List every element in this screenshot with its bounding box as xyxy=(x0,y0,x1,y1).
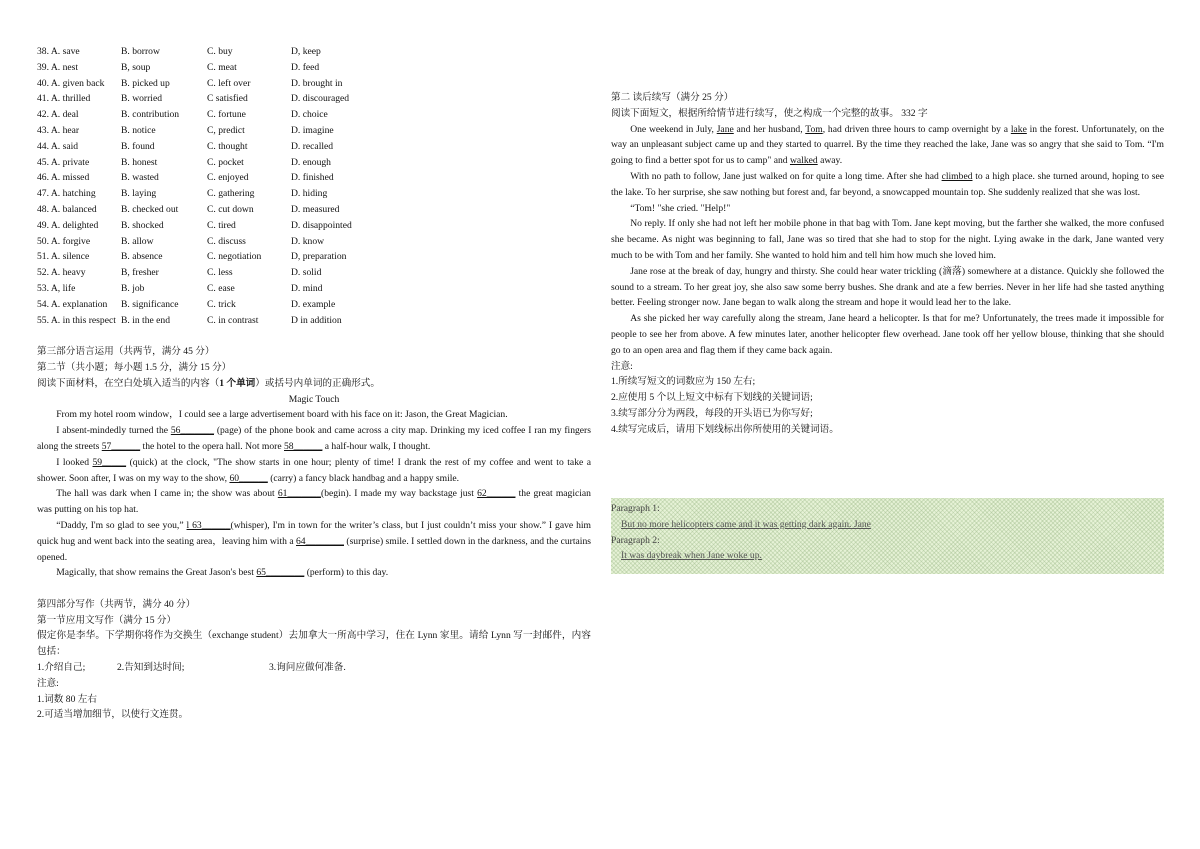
story-paragraph-4: No reply. If only she had not left her mobile phone in that bag with Tom. Jane kept moving, but the farther she walked, the more confused she became. As night was beginning to fall, Jane was so tired that she had to stop for the night. Lying awake in the dark, Jane wanted very much to be with Tom and her family. She wanted to hold him and tell him how much she loved him. xyxy=(611,218,1164,261)
passage-paragraph-3: I looked 59_____ (quick) at the clock, "The show starts in one hour; plenty of time! I drank the rest of my coffee and went to take a shower. Soon after, I was on my way to the show, 60______ (carry) a fancy black handbag and a happy smile. xyxy=(37,456,592,484)
option-cell: 42. A. deal xyxy=(37,109,79,121)
option-cell: 43. A. hear xyxy=(37,124,80,136)
paragraph-1-opening: But no more helicopters came and it was getting dark again. Jane xyxy=(621,518,871,530)
story-paragraph-3: “Tom! "she cried. "Help!" xyxy=(630,202,731,214)
part4-items xyxy=(37,660,591,676)
part4-section1: 第一节应用文写作（满分 15 分） xyxy=(37,614,177,626)
option-cell: C. thought xyxy=(207,140,248,152)
option-cell: D. imagine xyxy=(291,124,334,136)
option-cell: B. notice xyxy=(121,124,156,136)
option-row xyxy=(37,234,591,250)
blank-59: 59_____ xyxy=(92,456,127,468)
option-cell: 52. A. heavy xyxy=(37,267,86,279)
note: 3.续写部分分为两段，每段的开头语已为你写好; xyxy=(611,407,813,419)
option-cell: C. fortune xyxy=(207,109,246,121)
option-cell: D. discouraged xyxy=(291,93,350,105)
blank-60: 60______ xyxy=(229,472,268,484)
continuation-instruction: 阅读下面短文，根据所给情节进行续写，使之构成一个完整的故事。 332 字 xyxy=(611,107,928,119)
option-cell: D. enough xyxy=(291,156,331,168)
option-cell: B. job xyxy=(121,282,145,294)
option-row xyxy=(37,123,591,139)
option-cell: 48. A. balanced xyxy=(37,203,97,215)
blank-58: 58______ xyxy=(284,440,323,452)
option-row xyxy=(37,249,591,265)
option-row xyxy=(37,297,591,313)
part4-notes-label: 注意: xyxy=(37,677,59,689)
option-cell: B. in the end xyxy=(121,314,171,326)
option-cell: D. brought in xyxy=(291,77,343,89)
option-cell: 39. A. nest xyxy=(37,61,79,73)
option-cell: B. honest xyxy=(121,156,158,168)
option-cell: C satisfied xyxy=(207,93,248,105)
option-cell: 44. A. said xyxy=(37,140,79,152)
option-cell: D. solid xyxy=(291,267,322,279)
option-cell: 40. A. given back xyxy=(37,77,105,89)
option-cell: 45. A. private xyxy=(37,156,90,168)
continuation-heading: 第二 读后续写（满分 25 分） xyxy=(611,92,734,103)
option-cell: C. ease xyxy=(207,282,235,294)
option-row xyxy=(37,91,591,107)
option-cell: D. feed xyxy=(291,61,320,73)
option-cell: D. choice xyxy=(291,109,328,121)
blank-56: 56_______ xyxy=(170,425,214,437)
blank-62: 62______ xyxy=(477,488,516,500)
option-cell: C, predict xyxy=(207,124,245,136)
option-row xyxy=(37,186,591,202)
option-row xyxy=(37,107,591,123)
option-cell: 54. A. explanation xyxy=(37,298,108,310)
note: 4.续写完成后，请用下划线标出你所使用的关键词语。 xyxy=(611,423,839,435)
option-cell: B. found xyxy=(121,140,155,152)
part3-section2: 第二节（共小题；每小题 1.5 分，满分 15 分） xyxy=(37,361,232,373)
option-cell: B. worried xyxy=(121,93,163,105)
part4-item: 3.询问应做何准备. xyxy=(269,662,346,674)
keyword: climbed xyxy=(941,170,973,182)
part4-note: 1.词数 80 左右 xyxy=(37,693,97,705)
blank-65: 65________ xyxy=(256,567,305,579)
part4-note: 2.可适当增加细节，以使行文连贯。 xyxy=(37,709,189,721)
option-cell: B. laying xyxy=(121,188,157,200)
blank-64: 64________ xyxy=(296,535,344,547)
notes-label: 注意: xyxy=(611,360,633,372)
passage-paragraph-6: Magically, that show remains the Great Jason's best 65________ (perform) to this day. xyxy=(56,567,389,579)
option-cell: C. in contrast xyxy=(207,314,259,326)
paragraph-1-label: Paragraph 1: xyxy=(611,503,660,514)
right-column xyxy=(611,90,1164,438)
keyword: Tom xyxy=(805,123,823,135)
passage-paragraph-4: The hall was dark when I came in; the show was about 61_______(begin). I made my way backstage just 62______ the great magician was putting on his top hat. xyxy=(37,488,591,516)
part4-heading: 第四部分写作（共两节，满分 40 分） xyxy=(37,598,196,610)
note: 2.应使用 5 个以上短文中标有下划线的关键词语; xyxy=(611,392,813,404)
option-cell: D, preparation xyxy=(291,251,347,263)
story-paragraph-2: With no path to follow, Jane just walked on for quite a long time. After she had climbed to a high place. she turned around, hoping to see the lake. To her surprise, she saw nothing but forest and, far beyond, a snowcapped mountain top. She suddenly realized that she was lost. xyxy=(611,170,1164,198)
option-cell: B. borrow xyxy=(121,46,160,57)
option-cell: 50. A. forgive xyxy=(37,235,91,247)
option-row xyxy=(37,218,591,234)
option-cell: 55. A. in this respect xyxy=(37,314,116,326)
option-cell: C. trick xyxy=(207,298,236,310)
left-column xyxy=(37,44,591,723)
option-cell: D, keep xyxy=(291,46,321,57)
option-row xyxy=(37,265,591,281)
option-cell: B, fresher xyxy=(121,267,159,279)
keyword: lake xyxy=(1010,123,1027,135)
option-cell: 47. A. hatching xyxy=(37,188,96,200)
option-cell: C. less xyxy=(207,267,233,279)
option-row xyxy=(37,155,591,171)
note: 1.所续写短文的词数应为 150 左右; xyxy=(611,376,756,388)
option-cell: C. pocket xyxy=(207,156,244,168)
keyword: Jane xyxy=(716,123,734,135)
option-cell: D. know xyxy=(291,235,325,247)
option-cell: B. significance xyxy=(121,298,179,310)
option-cell: B. shocked xyxy=(121,219,164,231)
option-cell: 41. A. thrilled xyxy=(37,93,91,105)
option-cell: 51. A. silence xyxy=(37,251,90,263)
option-cell: D. example xyxy=(291,298,336,310)
option-cell: D in addition xyxy=(291,314,342,326)
part3-heading: 第三部分语言运用（共两节，满分 45 分） xyxy=(37,346,215,358)
option-cell: C. negotiation xyxy=(207,251,262,263)
option-row xyxy=(37,60,591,76)
option-row xyxy=(37,202,591,218)
option-row xyxy=(37,76,591,92)
option-cell: B. checked out xyxy=(121,203,179,215)
option-cell: 53. A, life xyxy=(37,282,76,294)
option-cell: 46. A. missed xyxy=(37,172,90,184)
story-paragraph-5: Jane rose at the break of day, hungry and thirsty. She could hear water trickling (滴落) somewhere at a distance. Quickly she followed the sound to a stream. To her great joy, she also saw some berry bushes. She drank and ate a few berries. Never in her life had she tasted anything better. Feeling stronger now. Jane began to walk along the stream and hope it would lead her to the lake. xyxy=(611,265,1164,309)
passage-paragraph-1: From my hotel room window，I could see a large advertisement board with his face on it: Jason, the Great Magician. xyxy=(56,409,508,421)
option-cell: B. absence xyxy=(121,251,163,263)
option-cell: B, soup xyxy=(121,61,151,73)
paragraph-2-opening: It was daybreak when Jane woke up. xyxy=(621,550,762,562)
blank-61: 61_______ xyxy=(277,488,322,500)
option-cell: C. buy xyxy=(207,46,233,57)
option-cell: B. allow xyxy=(121,235,154,247)
option-cell: C. enjoyed xyxy=(207,172,249,184)
option-cell: C. tired xyxy=(207,219,236,231)
option-cell: B. picked up xyxy=(121,77,170,89)
keyword: walked xyxy=(789,155,818,167)
part4-prompt: 假定你是李华。下学期你将作为交换生（exchange student）去加拿大一所高中学习，住在 Lynn 家里。请给 Lynn 写一封邮件，内容包括： xyxy=(37,630,591,658)
options-list xyxy=(37,44,591,328)
option-cell: C. left over xyxy=(207,77,251,89)
option-cell: D. hiding xyxy=(291,188,328,200)
blank-57: 57______ xyxy=(101,440,141,452)
option-row xyxy=(37,313,591,329)
option-cell: D. measured xyxy=(291,203,340,215)
option-cell: B. wasted xyxy=(121,172,159,184)
part3-instruction: 阅读下面材料，在空白处填入适当的内容（1 个单词）或括号内单词的正确形式。 xyxy=(37,377,380,389)
option-cell: D. finished xyxy=(291,172,334,184)
passage-title: Magic Touch xyxy=(288,393,340,405)
blank-63: l 63______ xyxy=(186,519,231,531)
passage-paragraph-2: I absent-mindedly turned the 56_______ (page) of the phone book and came across a city map. Drinking my iced coffee I ran my fingers along the streets 57______ the hotel to the opera hall. Not more 58______ a half-hour walk, I thought. xyxy=(37,425,591,452)
part4-item: 1.介绍自己; xyxy=(37,662,86,674)
story-paragraph-1: One weekend in July, Jane and her husband, Tom, had driven three hours to camp overnight by a lake in the forest. Unfortunately, on the way an unpleasant subject came up and they started to quarrel. By the time they reached the lake, Jane was so angry that she said to Tom. “I'm going to find a better spot for us to camp" and walked away. xyxy=(611,123,1164,167)
writing-area[interactable] xyxy=(611,498,1164,574)
option-row xyxy=(37,170,591,186)
option-cell: 49. A. delighted xyxy=(37,219,99,231)
option-cell: D. recalled xyxy=(291,140,334,152)
option-cell: 38. A. save xyxy=(37,46,80,57)
option-cell: C. cut down xyxy=(207,203,254,215)
passage-paragraph-5: “Daddy, I'm so glad to see you,” l 63______(whisper), I'm in town for the writer’s class, but I just couldn’t miss your show.” I gave him quick hug and went back into the seating area，leaving him with a 64________ (surprise) smile. I settled down in the darkness, and the curtains opened. xyxy=(37,519,591,563)
option-cell: C. gathering xyxy=(207,188,255,200)
option-cell: D. mind xyxy=(291,282,323,294)
part4-item: 2.告知到达时间; xyxy=(117,662,185,674)
option-cell: D. disappointed xyxy=(291,219,352,231)
option-row xyxy=(37,44,591,60)
option-row xyxy=(37,139,591,155)
option-cell: B. contribution xyxy=(121,109,180,121)
story-paragraph-6: As she picked her way carefully along the stream, Jane heard a helicopter. Is that for me? Unfortunately, the trees made it impossible for people to see her from above. A few minutes later, another helicopter flew overhead. Jane took off her yellow blouse, thinking that she should go to an open area and flag them if they came back again. xyxy=(611,313,1164,356)
paragraph-2-label: Paragraph 2: xyxy=(611,534,660,546)
option-cell: C. meat xyxy=(207,61,237,73)
option-cell: C. discuss xyxy=(207,235,246,247)
option-row xyxy=(37,281,591,297)
